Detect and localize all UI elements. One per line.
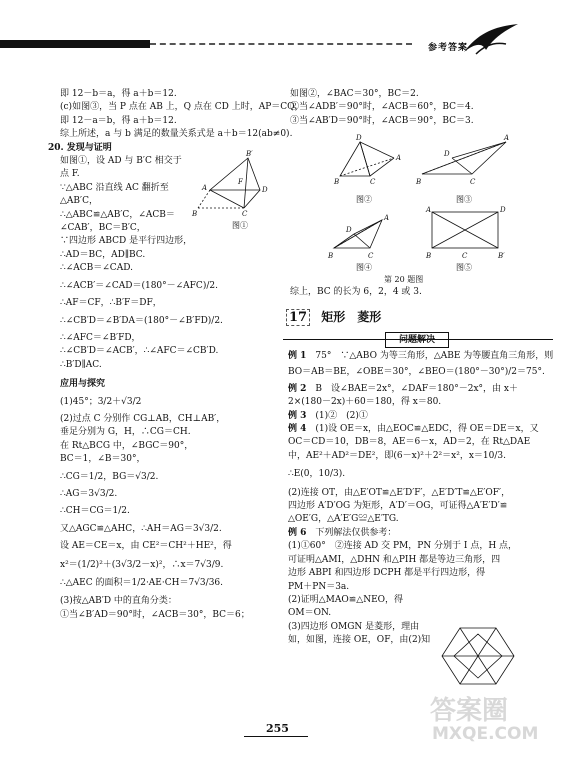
header-swirl-logo [462, 22, 522, 58]
text-line: ∴∠CB′D＝∠ACB′，∴∠AFC＝∠CB′D. [60, 346, 219, 357]
text-line: ∴E(0，10/3). [288, 469, 346, 480]
text-line: 即 12－a＝b，得 a＋b＝12. [60, 115, 177, 126]
figures-conclusion [290, 286, 422, 299]
figure-3-label: 图③ [456, 195, 472, 204]
svg-text:F: F [238, 178, 243, 186]
svg-text:D: D [444, 150, 450, 158]
text-line: ∵四边形 ABCD 是平行四边形， [60, 236, 193, 247]
header-rule [150, 43, 412, 45]
header-title: 参考答案 [428, 43, 469, 53]
figures-caption: 第 20 题图 [384, 275, 424, 284]
text-line: (1)45°；3/2＋√3/2 [60, 396, 142, 407]
text-line: 在 Rt△BCG 中，∠BGC＝90°， [60, 440, 194, 451]
example-6: 例 6 下列解法仅供参考： [288, 527, 397, 538]
text-line: ∴CG＝1/2，BG＝√3/2. [60, 471, 159, 482]
examples [288, 350, 554, 648]
text-line: (3)四边形 OMGN 是菱形，理由 [288, 621, 420, 632]
text-line: 综上所述，a 与 b 满足的数量关系式是 a＋b＝12(ab≠0). [60, 129, 293, 140]
text-line: ∴△ABC≌△AB′C，∠ACB＝ [60, 209, 175, 220]
text-line: 如图②，∠BAC＝30°，BC＝2. [290, 89, 419, 99]
text-line: (2)连接 OT，由△E′OT≌△E′D′F′，△E′D′T≌△E′OF′， [288, 487, 511, 498]
svg-text:C: C [462, 252, 468, 260]
text-line: ∴∠ACB＝∠CAD. [60, 263, 133, 274]
text-line: 中，AE²＋AD²＝DE²，即(6－x)²＋2²＝x²，x＝10/3. [288, 450, 506, 461]
text-line: (2)过点 C 分别作 CG⊥AB，CH⊥AB′， [60, 413, 226, 424]
text-line: 垂足分别为 G，H，∴CG＝CH. [60, 427, 191, 438]
svg-text:B: B [416, 178, 422, 186]
svg-text:A: A [396, 154, 402, 162]
text-line: 又△AGC≌△AHC，∴AH＝AG＝3√3/2. [60, 523, 222, 534]
hexagon-figure [440, 620, 520, 692]
text-line: ∴AD＝BC，AD∥BC. [60, 249, 146, 260]
text-line: △OE′G，△A′E′G≌△E′TG. [288, 514, 399, 525]
svg-text:D: D [262, 186, 268, 194]
figure-4-label: 图④ [356, 263, 372, 272]
svg-text:B: B [334, 178, 340, 186]
page-number: 255 [266, 722, 289, 735]
example-4: 例 4 (1)设 OE＝x，由△EOC≌△EDC，得 OE＝DE＝x，又 [288, 424, 539, 435]
figure-5-diagram [422, 204, 514, 264]
svg-text:D: D [346, 226, 352, 234]
header-bar [0, 40, 150, 48]
page-number-rule [244, 736, 308, 737]
watermark-text: 答案圈 [430, 696, 509, 726]
text-line: ∴△AEC 的面积＝1/2·AE·CH＝7√3/36. [60, 578, 224, 588]
figure-1-label: 图① [232, 221, 248, 230]
text-line: △AB′C， [60, 196, 98, 207]
example-3: 例 3 (1)② (2)① [288, 410, 368, 421]
text-line: x²＝(1/2)²＋(3√3/2－x)²，∴x＝7√3/9. [60, 559, 224, 570]
text-line: BO＝AB＝BE，∠OBE＝30°，∠BEO＝(180°－30°)/2＝75°. [288, 367, 545, 378]
text-line: 四边形 A′D′OG 为矩形，A′D′＝OG，可证得△A′E′D′≌ [288, 501, 508, 512]
svg-text:B: B [426, 252, 432, 260]
example-2: 例 2 B 设∠BAE＝2x°，∠DAF＝180°－2x°，由 x＋ [288, 383, 518, 394]
question-heading: 20. 发现与证明 [48, 142, 112, 153]
text-line: ∠CAB′，BC＝B′C， [60, 223, 146, 234]
text-line: OM＝ON. [288, 608, 332, 619]
text-line: ②当∠ADB′＝90°时，∠ACB＝60°，BC＝4. [290, 102, 474, 113]
text-line: 即 12－b＝a，得 a＋b＝12. [60, 89, 177, 99]
text-line: ∴AG＝3√3/2. [60, 488, 118, 499]
figure-4-diagram [326, 210, 406, 262]
figure-1-diagram [188, 150, 278, 220]
figure-2-label: 图② [356, 195, 372, 204]
text-line: (3)按△AB′D 中的直角分类： [60, 596, 177, 607]
text-line: BC＝1，∠B＝30°， [60, 454, 146, 465]
text-line: OC＝CD＝10，DB＝8，AE＝6－x，AD＝2，在 Rt△DAE [288, 437, 531, 448]
svg-text:A: A [384, 214, 390, 222]
right-top-text [290, 88, 550, 128]
figure-2-diagram [330, 132, 410, 194]
svg-text:D: D [500, 206, 506, 214]
svg-text:C: C [470, 178, 476, 186]
section-number: 17 [286, 309, 310, 326]
text-line: ∴∠AFC＝∠B′FD， [60, 332, 141, 343]
text-line: 可证明△AMI，△DHN 和△PIH 都是等边三角形，四 [288, 554, 501, 565]
text-line: ∴∠CB′D＝∠B′DA＝(180°－∠B′FD)/2. [60, 315, 223, 326]
svg-text:A: A [504, 134, 510, 142]
figure-5-label: 图⑤ [456, 263, 472, 272]
svg-text:B′: B′ [246, 150, 253, 158]
text-line: (1)①60° ②连接 AD 交 PM，PN 分别于 I 点，H 点， [288, 541, 518, 552]
svg-text:C: C [368, 252, 374, 260]
text-line: ∴CH＝CG＝1/2. [60, 506, 130, 517]
text-line: 点 F. [60, 169, 80, 180]
text-line: PM＋PN＝3a. [288, 581, 350, 592]
text-line: ∴∠ACB′＝∠CAD＝(180°－∠AFC)/2. [60, 280, 218, 291]
text-line: 如，如图，连接 OE，OF，由(2)知 [288, 635, 431, 646]
svg-text:A: A [426, 206, 432, 214]
text-line: ∴B′D∥AC. [60, 359, 102, 370]
problem-box: 问题解决 [385, 332, 449, 348]
text-line: 设 AE＝CE＝x，由 CE²＝CH²＋HE²，得 [60, 541, 232, 552]
svg-text:B′: B′ [498, 252, 505, 260]
text-line: ①当∠B′AD＝90°时，∠ACB＝30°，BC＝6； [60, 609, 250, 620]
svg-text:D: D [356, 134, 362, 142]
watermark-url: MXQE.COM [432, 724, 539, 744]
text-line: (c)如图③，当 P 点在 AB 上，Q 点在 CD 上时，AP＝CQ， [60, 102, 304, 113]
section-title: 矩形 菱形 [321, 310, 382, 324]
svg-text:C: C [242, 210, 248, 218]
svg-text:B: B [328, 252, 334, 260]
section-header [286, 306, 381, 326]
text-line: 综上，BC 的长为 6，2，4 或 3. [290, 287, 422, 297]
figure-3-diagram [412, 134, 522, 194]
example-1: 例 1 75° ∵△ABO 为等三角形，△ABE 为等腰直角三角形，则 [288, 351, 554, 361]
svg-text:B: B [192, 210, 198, 218]
text-line: (2)证明△MAO≌△NEO，得 [288, 594, 404, 605]
text-line: ∵△ABC 沿直线 AC 翻折至 [60, 182, 169, 193]
text-line: 2×(180－2x)＋60＝180，得 x＝80. [288, 397, 442, 408]
text-line: ③当∠AB′D＝90°时，∠ACB＝90°，BC＝3. [290, 115, 474, 126]
text-line: 边形 ABPI 和四边形 DCPH 都是平行四边形，得 [288, 568, 486, 579]
text-line: 如图①，设 AD 与 B′C 相交于 [60, 156, 182, 167]
svg-text:C: C [370, 178, 376, 186]
svg-text:A: A [202, 184, 208, 192]
text-line: ∴AF＝CF，∴B′F＝DF， [60, 298, 162, 309]
section-heading: 应用与探究 [60, 379, 106, 390]
